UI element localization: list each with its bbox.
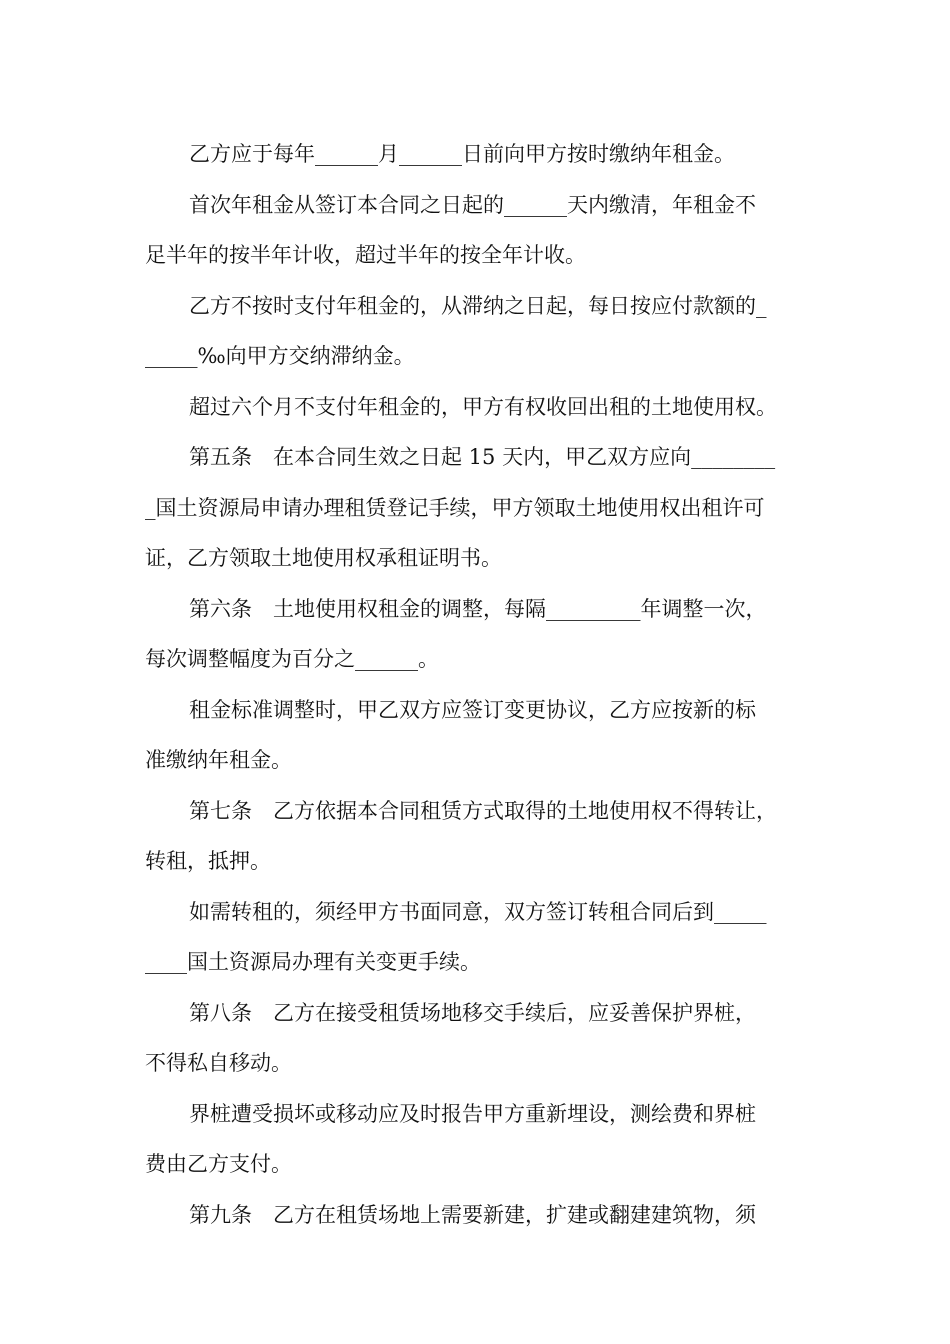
article-7-line-1: 第七条 乙方依据本合同租赁方式取得的土地使用权不得转让，: [189, 798, 777, 823]
article-6-line-2: 每次调整幅度为百分之______。: [145, 647, 439, 671]
text-line-17: ____国土资源局办理有关变更手续。: [145, 950, 481, 974]
text-line-2: 首次年租金从签订本合同之日起的______天内缴清，年租金不: [189, 192, 756, 217]
text-line-5: _____‰向甲方交纳滞纳金。: [145, 344, 415, 368]
text-line-6: 超过六个月不支付年租金的，甲方有权收回出租的土地使用权。: [189, 394, 777, 419]
text-line-4: 乙方不按时支付年租金的，从滞纳之日起，每日按应付款额的_: [189, 293, 767, 318]
text-line-16: 如需转租的，须经甲方书面同意，双方签订转租合同后到_____: [189, 899, 767, 924]
text-line-13: 准缴纳年租金。: [145, 748, 292, 772]
text-line-3: 足半年的按半年计收，超过半年的按全年计收。: [145, 243, 586, 267]
text-line-21: 费由乙方支付。: [145, 1152, 292, 1176]
contract-text-body: [145, 129, 810, 1240]
article-5-line-1: 第五条 在本合同生效之日起 15 天内，甲乙双方应向________: [189, 445, 776, 469]
article-8-line-2: 不得私自移动。: [145, 1051, 292, 1075]
article-5-line-3: 证，乙方领取土地使用权承租证明书。: [145, 546, 502, 570]
article-8-line-1: 第八条 乙方在接受租赁场地移交手续后，应妥善保护界桩，: [189, 1000, 756, 1025]
article-5-line-2: _国土资源局申请办理租赁登记手续，甲方领取土地使用权出租许可: [145, 495, 765, 520]
article-6-line-1: 第六条 土地使用权租金的调整，每隔_________年调整一次，: [189, 596, 767, 621]
text-line-20: 界桩遭受损坏或移动应及时报告甲方重新埋设，测绘费和界桩: [189, 1101, 756, 1126]
text-line-12: 租金标准调整时，甲乙双方应签订变更协议，乙方应按新的标: [189, 697, 756, 722]
article-7-line-2: 转租，抵押。: [145, 849, 271, 873]
article-9-line-1: 第九条 乙方在租赁场地上需要新建，扩建或翻建建筑物，须: [189, 1202, 756, 1227]
text-line-1: 乙方应于每年______月______日前向甲方按时缴纳年租金。: [189, 142, 735, 166]
